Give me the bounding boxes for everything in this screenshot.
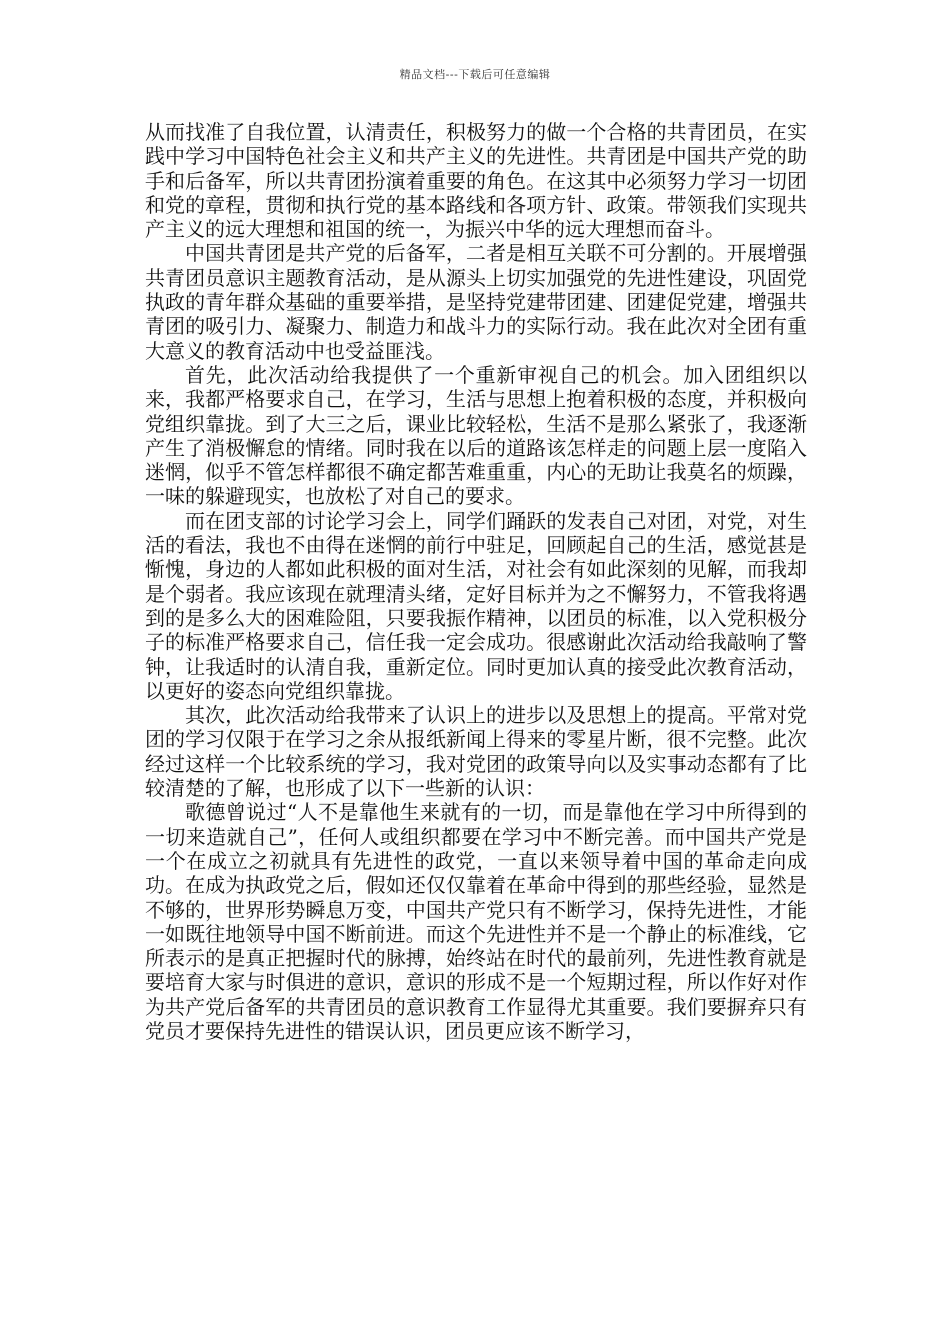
paragraph-2: 中国共青团是共产党的后备军，二者是相互关联不可分割的。开展增强共青团员意识主题教育活动，是从源头上切实加强党的先进性建设，巩固党执政的青年群众基础的重要举措，是坚持党建带团建、团建促党建，增强共青团的吸引力、凝聚力、制造力和战斗力的实际行动。我在此次对全团有重大意义的教育活动中也受益匪浅。: [145, 241, 807, 363]
paragraph-1: 从而找准了自我位置，认清责任，积极努力的做一个合格的共青团员，在实践中学习中国特色社会主义和共产主义的先进性。共青团是中国共产党的助手和后备军，所以共青团扮演着重要的角色。在这其中必须努力学习一切团和党的章程，贯彻和执行党的基本路线和各项方针、政策。带领我们实现共产主义的远大理想和祖国的统一，为振兴中华的远大理想而奋斗。: [145, 120, 807, 242]
paragraph-3: 首先，此次活动给我提供了一个重新审视自己的机会。加入团组织以来，我都严格要求自己，在学习，生活与思想上抱着积极的态度，并积极向党组织靠拢。到了大三之后，课业比较轻松，生活不是那么紧张了，我逐渐产生了消极懈怠的情绪。同时我在以后的道路该怎样走的问题上层一度陷入迷惘，似乎不管怎样都很不确定都苦难重重，内心的无助让我莫名的烦躁，一味的躲避现实，也放松了对自己的要求。: [145, 362, 807, 509]
page-header: 精品文档---下载后可任意编辑: [399, 68, 551, 81]
paragraph-5: 其次，此次活动给我带来了认识上的进步以及思想上的提高。平常对党团的学习仅限于在学习之余从报纸新闻上得来的零星片断，很不完整。此次经过这样一个比较系统的学习，我对党团的政策导向以及实事动态都有了比较清楚的了解，也形成了以下一些新的认识：: [145, 703, 807, 801]
paragraph-6: 歌德曾说过“人不是靠他生来就有的一切，而是靠他在学习中所得到的一切来造就自己”，任何人或组织都要在学习中不断完善。而中国共产党是一个在成立之初就具有先进性的政党，一直以来领导着中国的革命走向成功。在成为执政党之后，假如还仅仅靠着在革命中得到的那些经验，显然是不够的，世界形势瞬息万变，中国共产党只有不断学习，保持先进性，才能一如既往地领导中国不断前进。而这个先进性并不是一个静止的标准线，它所表示的是真正把握时代的脉搏，始终站在时代的最前列，先进性教育就是要培育大家与时俱进的意识，意识的形成不是一个短期过程，所以作好对作为共产党后备军的共青团员的意识教育工作显得尤其重要。我们要摒弃只有党员才要保持先进性的错误认识，团员更应该不断学习，: [145, 800, 807, 1043]
body-text: [145, 120, 807, 1043]
paragraph-4: 而在团支部的讨论学习会上，同学们踊跃的发表自己对团，对党，对生活的看法，我也不由得在迷惘的前行中驻足，回顾起自己的生活，感觉甚是惭愧，身边的人都如此积极的面对生活，对社会有如此深刻的见解，而我却是个弱者。我应该现在就理清头绪，定好目标并为之不懈努力，不管我将遇到的是多么大的困难险阻，只要我振作精神，以团员的标准，以入党积极分子的标准严格要求自己，信任我一定会成功。很感谢此次活动给我敲响了警钟，让我适时的认清自我，重新定位。同时更加认真的接受此次教育活动，以更好的姿态向党组织靠拢。: [145, 508, 807, 703]
